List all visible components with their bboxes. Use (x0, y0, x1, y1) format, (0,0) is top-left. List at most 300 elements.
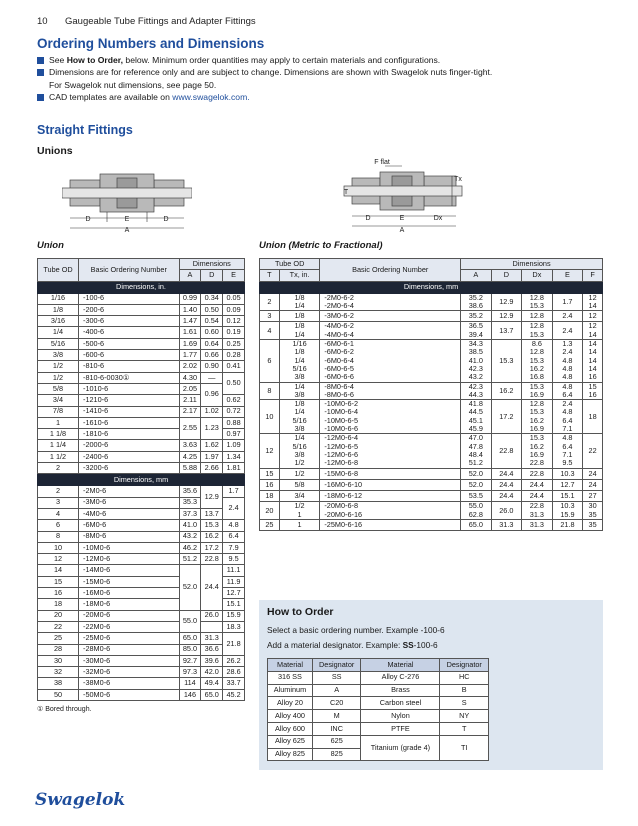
table-cell: 16 (38, 588, 79, 599)
table-row (260, 340, 603, 382)
cell-value: 21.8 (560, 520, 575, 530)
cell-value: 22 (588, 445, 597, 455)
table-cell (279, 293, 320, 311)
table-cell: -2000-6 (79, 440, 180, 451)
table-cell: 16.2 (201, 531, 223, 542)
table-cell: 15.9 (223, 610, 245, 621)
table-row (260, 502, 603, 520)
swagelok-logo: Swagelok (35, 790, 126, 810)
cell-value: -6M0-6-4 (324, 355, 354, 365)
table-cell: 3/4 (38, 395, 79, 406)
table-cell: 15 (38, 576, 79, 587)
table-cell (461, 468, 492, 479)
table-cell (583, 502, 603, 520)
table-cell (461, 400, 492, 434)
table-row (38, 372, 245, 383)
table-row (260, 491, 603, 502)
website-link[interactable]: www.swagelok.com. (172, 92, 250, 103)
table-cell (552, 479, 583, 490)
table-cell: 17.2 (201, 542, 223, 553)
cell-value: 1/4 (294, 300, 305, 310)
table-cell: 0.09 (223, 304, 245, 315)
cell-value: 1/16 (292, 339, 307, 349)
table-cell: 51.2 (179, 554, 201, 565)
cell-value: 31.3 (529, 509, 544, 519)
cell-value: 62.8 (468, 509, 483, 519)
table-cell: 1.69 (179, 338, 201, 349)
table-cell: 0.28 (223, 350, 245, 361)
cell-value: 15.3 (529, 381, 544, 391)
cell-value: 15.3 (529, 433, 544, 443)
cell-value: 16.8 (529, 372, 544, 382)
cell-value: 42.3 (468, 363, 483, 373)
table-cell (201, 621, 223, 632)
cell-value: -16M0-6-10 (324, 479, 363, 489)
table-cell: 4 (260, 322, 280, 340)
cell-value: 16.2 (529, 415, 544, 425)
cell-value: 1/4 (294, 433, 305, 443)
table-cell: Titanium (grade 4) (361, 735, 440, 761)
how-to-order-ref: How to Order, (66, 55, 124, 65)
table-cell: 18 (260, 491, 280, 502)
cell-value: -6M0-6-1 (324, 339, 354, 349)
union-metric-figure (340, 156, 465, 236)
dim-label-a: A (399, 227, 405, 234)
cell-value: 2.4 (562, 399, 573, 409)
cell-value: -12M0-6-8 (324, 458, 359, 468)
table-cell (461, 502, 492, 520)
table-cell: 13.7 (491, 322, 522, 340)
table-cell: 11.1 (223, 565, 245, 576)
bullet-list (37, 54, 617, 104)
subsection-title: Straight Fittings (37, 123, 133, 137)
table-cell (552, 502, 583, 520)
table-cell: 1/2 (38, 361, 79, 372)
col-dimensions: Dimensions (461, 259, 603, 270)
table-cell: 25 (38, 633, 79, 644)
table-cell: 18.3 (223, 621, 245, 632)
cell-value: 51.2 (468, 458, 483, 468)
table-cell (320, 322, 461, 340)
table-cell: 2.66 (201, 463, 223, 474)
table-cell: 0.99 (179, 293, 201, 304)
table-row (38, 361, 245, 372)
table-cell (320, 434, 461, 468)
table-cell: -50M0-6 (79, 689, 180, 700)
table-cell (552, 340, 583, 382)
table-cell: 146 (179, 689, 201, 700)
table-cell: -16M0-6 (79, 588, 180, 599)
table-cell: 8 (38, 531, 79, 542)
cell-value: 4.8 (562, 372, 573, 382)
table-cell: 3/16 (38, 316, 79, 327)
table-cell (461, 293, 492, 311)
table-cell: -8M0-6 (79, 531, 180, 542)
cell-value: 38.6 (468, 300, 483, 310)
cell-value: -6M0-6-5 (324, 363, 354, 373)
table-cell: 5/8 (38, 383, 79, 394)
col-tx: Tx, in. (279, 270, 320, 281)
table-cell: 0.97 (223, 429, 245, 440)
cell-value: 45.9 (468, 424, 483, 434)
cell-value: 16.9 (529, 389, 544, 399)
table-cell: 24.4 (491, 468, 522, 479)
table-cell: 2 (260, 293, 280, 311)
cell-value: 14 (588, 355, 597, 365)
union-table-title: Union (37, 240, 64, 251)
table-cell: 42.0 (201, 667, 223, 678)
cell-value: 47.8 (468, 441, 483, 451)
dim-label-dx: Dx (433, 215, 443, 222)
cell-value: 16.2 (529, 363, 544, 373)
table-row (38, 383, 245, 394)
dim-label-f-flat: F flat (374, 159, 390, 166)
cell-value: 4.8 (562, 363, 573, 373)
table-cell: 11.9 (223, 576, 245, 587)
table-cell (461, 340, 492, 382)
cell-value: 65.0 (468, 520, 483, 530)
cell-value: 52.0 (468, 468, 483, 478)
table-cell: 12 (38, 554, 79, 565)
table-cell: 22 (38, 621, 79, 632)
table-cell: -1810-6 (79, 429, 180, 440)
table-cell: 46.2 (179, 542, 201, 553)
table-cell (552, 434, 583, 468)
table-cell: Alloy 400 (268, 710, 313, 723)
table-row (38, 508, 245, 519)
dim-label-d: D (163, 216, 169, 223)
table-row (38, 531, 245, 542)
cell-value: 24.4 (529, 491, 544, 501)
table-cell (279, 434, 320, 468)
table-row (38, 440, 245, 451)
table-row (260, 382, 603, 400)
table-cell: 39.6 (201, 655, 223, 666)
cell-value: -4M0-6-2 (324, 321, 354, 331)
cell-value: 1/4 (294, 381, 305, 391)
cell-value: 1.3 (562, 339, 573, 349)
table-cell: 7.9 (223, 542, 245, 553)
table-cell: 24.4 (201, 565, 223, 610)
table-cell: 4 (38, 508, 79, 519)
table-cell: 1 1/8 (38, 429, 79, 440)
col-designator: Designator (440, 659, 489, 672)
table-cell (279, 322, 320, 340)
cell-value: 1 (297, 520, 302, 530)
table-cell (583, 322, 603, 340)
table-cell (320, 468, 461, 479)
table-row (260, 520, 603, 531)
table-cell: 1.34 (223, 451, 245, 462)
cell-value: 12.8 (529, 311, 544, 321)
table-cell: 65.0 (201, 689, 223, 700)
table-cell: 33.7 (223, 678, 245, 689)
table-cell: 28.6 (223, 667, 245, 678)
table-cell: 4.8 (223, 520, 245, 531)
cell-value: 12.8 (529, 399, 544, 409)
table-cell (461, 434, 492, 468)
table-cell: 26.0 (201, 610, 223, 621)
cell-value: 3/8 (294, 389, 305, 399)
table-cell: 4.30 (179, 372, 201, 383)
header-row (260, 259, 603, 270)
table-cell: -810-6 (79, 361, 180, 372)
cell-value: 16.9 (529, 449, 544, 459)
table-cell: -2400-6 (79, 451, 180, 462)
table-cell: -1610-6 (79, 417, 180, 428)
units-label: Dimensions, mm (38, 474, 245, 486)
dim-label-e: E (399, 215, 405, 222)
table-cell: 0.41 (223, 361, 245, 372)
table-cell: 6 (38, 520, 79, 531)
table-cell: 2 (38, 463, 79, 474)
table-cell (522, 311, 553, 322)
table-cell: 2.17 (179, 406, 201, 417)
table-cell: -15M0-6 (79, 576, 180, 587)
table-row (268, 684, 489, 697)
table-row (38, 565, 245, 576)
table-cell (552, 400, 583, 434)
table-cell: M (312, 710, 361, 723)
table-cell: -14M0-6 (79, 565, 180, 576)
table-cell: 1 (38, 417, 79, 428)
cell-value: 39.4 (468, 329, 483, 339)
table-cell: 0.50 (223, 372, 245, 395)
table-cell: 25 (260, 520, 280, 531)
cell-value: 1 (297, 509, 302, 519)
table-cell: 30 (38, 655, 79, 666)
table-cell (279, 311, 320, 322)
table-cell (320, 293, 461, 311)
cell-value: 6.4 (562, 441, 573, 451)
table-row (38, 293, 245, 304)
cell-value: -15M0-6-8 (324, 468, 359, 478)
table-cell (583, 468, 603, 479)
table-cell: 22.8 (201, 554, 223, 565)
table-cell: 1/4 (38, 327, 79, 338)
dim-label-d: D (85, 216, 91, 223)
table-cell: 20 (260, 502, 280, 520)
table-cell (583, 382, 603, 400)
cell-value: 1/8 (294, 321, 305, 331)
table-row (260, 400, 603, 434)
table-cell (552, 520, 583, 531)
table-cell: 3 (38, 497, 79, 508)
table-cell: 15.3 (491, 340, 522, 382)
cell-value: 15.3 (529, 407, 544, 417)
table-row (38, 621, 245, 632)
table-cell: -30M0-6 (79, 655, 180, 666)
table-row (268, 697, 489, 710)
table-cell: 1/8 (38, 304, 79, 315)
cell-value: 41.8 (468, 399, 483, 409)
units-label: Dimensions, mm (260, 281, 603, 293)
table-cell (279, 340, 320, 382)
cell-value: 24.4 (529, 479, 544, 489)
table-cell: Carbon steel (361, 697, 440, 710)
table-cell (522, 322, 553, 340)
table-cell: -300-6 (79, 316, 180, 327)
table-row (38, 520, 245, 531)
table-cell: 1.97 (201, 451, 223, 462)
table-row (260, 322, 603, 340)
table-row (38, 678, 245, 689)
cell-value: 24 (588, 479, 597, 489)
table-cell (461, 311, 492, 322)
table-cell: 2.4 (223, 497, 245, 520)
table-cell: -3200-6 (79, 463, 180, 474)
cell-value: 1/8 (294, 292, 305, 302)
table-cell: -1210-6 (79, 395, 180, 406)
table-cell: 0.60 (201, 327, 223, 338)
table-cell: 1.09 (223, 440, 245, 451)
cell-value: 12 (588, 311, 597, 321)
table-cell: 55.0 (179, 610, 201, 633)
cell-value: 5/8 (294, 479, 305, 489)
cell-value: 3/8 (294, 424, 305, 434)
table-cell: S (440, 697, 489, 710)
cell-value: -2M0-6-2 (324, 292, 354, 302)
table-cell (279, 491, 320, 502)
table-cell (279, 520, 320, 531)
cell-value: 12 (588, 321, 597, 331)
table-row (38, 486, 245, 497)
col-ordering-number: Basic Ordering Number (320, 259, 461, 282)
table-cell (583, 434, 603, 468)
table-cell (552, 311, 583, 322)
table-cell: 0.66 (201, 350, 223, 361)
cell-value: 22.8 (529, 468, 544, 478)
table-cell: C20 (312, 697, 361, 710)
table-row (38, 633, 245, 644)
table-cell: 0.19 (223, 327, 245, 338)
table-cell: 35.3 (179, 497, 201, 508)
table-cell: 22.8 (491, 434, 522, 468)
table-cell: -4M0-6 (79, 508, 180, 519)
col-dimensions: Dimensions (179, 259, 244, 270)
cell-value: 1/8 (294, 399, 305, 409)
table-cell (320, 382, 461, 400)
table-cell (279, 479, 320, 490)
table-cell: -200-6 (79, 304, 180, 315)
table-cell (583, 340, 603, 382)
table-cell (522, 520, 553, 531)
table-cell: 17.2 (491, 400, 522, 434)
cell-value: 44.5 (468, 407, 483, 417)
table-cell: 1 1/2 (38, 451, 79, 462)
cell-value: 35.2 (468, 292, 483, 302)
cell-value: 41.0 (468, 355, 483, 365)
col-dx: Dx (522, 270, 553, 281)
table-cell: 20 (38, 610, 79, 621)
table-cell: -22M0-6 (79, 621, 180, 632)
table-cell: 49.4 (201, 678, 223, 689)
table-cell: Alloy 600 (268, 722, 313, 735)
cell-value: 1/2 (294, 501, 305, 511)
table-cell: -28M0-6 (79, 644, 180, 655)
table-cell: Alloy 20 (268, 697, 313, 710)
table-cell: -25M0-6 (79, 633, 180, 644)
table-row (38, 406, 245, 417)
table-row (38, 304, 245, 315)
table-cell: 15 (260, 468, 280, 479)
dim-label-d: D (365, 215, 371, 222)
cell-value: 24 (588, 468, 597, 478)
table-cell: 3/8 (38, 350, 79, 361)
col-a: A (461, 270, 492, 281)
table-cell (279, 502, 320, 520)
cell-value: -12M0-6-6 (324, 449, 359, 459)
page-number: 10 (37, 16, 48, 27)
table-cell: 35.6 (179, 486, 201, 497)
cell-value: 35 (588, 520, 597, 530)
table-cell: 0.90 (201, 361, 223, 372)
cell-value: -12M0-6-5 (324, 441, 359, 451)
table-cell (583, 293, 603, 311)
table-cell: 0.54 (201, 316, 223, 327)
table-cell: 7/8 (38, 406, 79, 417)
table-cell: 0.12 (223, 316, 245, 327)
table-cell: A (312, 684, 361, 697)
bullet-item: See How to Order, below. Minimum order quantities may apply to certain materials and configurations. (37, 54, 617, 66)
table-cell: 2 (38, 486, 79, 497)
cell-value: 42.3 (468, 381, 483, 391)
table-cell: SS (312, 671, 361, 684)
table-cell: 18 (38, 599, 79, 610)
table-cell (522, 479, 553, 490)
table-cell: TI (440, 735, 489, 761)
table-cell: 0.88 (223, 417, 245, 428)
cell-value: 30 (588, 501, 597, 511)
table-cell: -600-6 (79, 350, 180, 361)
how-to-order-title: How to Order (267, 606, 334, 618)
cell-value: -25M0-6-16 (324, 520, 363, 530)
cell-value: 1/2 (294, 468, 305, 478)
table-cell: 37.3 (179, 508, 201, 519)
table-cell: 50 (38, 689, 79, 700)
table-cell: 31.3 (491, 520, 522, 531)
cell-value: 14 (588, 363, 597, 373)
col-e: E (552, 270, 583, 281)
page-header (37, 16, 256, 27)
table-cell: 26.0 (491, 502, 522, 520)
cell-value: 15.3 (529, 300, 544, 310)
section-title: Ordering Numbers and Dimensions (37, 36, 265, 51)
cell-value: 4.8 (562, 407, 573, 417)
table-cell: -20M0-6 (79, 610, 180, 621)
cell-value: 12.8 (529, 321, 544, 331)
cell-value: 4.8 (562, 355, 573, 365)
col-material: Material (268, 659, 313, 672)
cell-value: 18 (588, 411, 597, 421)
cell-value: 15 (588, 381, 597, 391)
cell-value: 5/16 (292, 441, 307, 451)
col-tube-od: Tube OD (38, 259, 79, 282)
table-cell: 92.7 (179, 655, 201, 666)
cell-value: 8.6 (531, 339, 542, 349)
table-cell: NY (440, 710, 489, 723)
table-cell (583, 311, 603, 322)
cell-value: 14 (588, 339, 597, 349)
cell-value: 3/8 (294, 449, 305, 459)
cell-value: 7.1 (562, 424, 573, 434)
cell-value: 38.5 (468, 347, 483, 357)
table-cell: 8 (260, 382, 280, 400)
table-cell (552, 468, 583, 479)
cell-value: -10M0-6-2 (324, 399, 359, 409)
table-cell: 13.7 (201, 508, 223, 519)
cell-value: 12.7 (560, 479, 575, 489)
